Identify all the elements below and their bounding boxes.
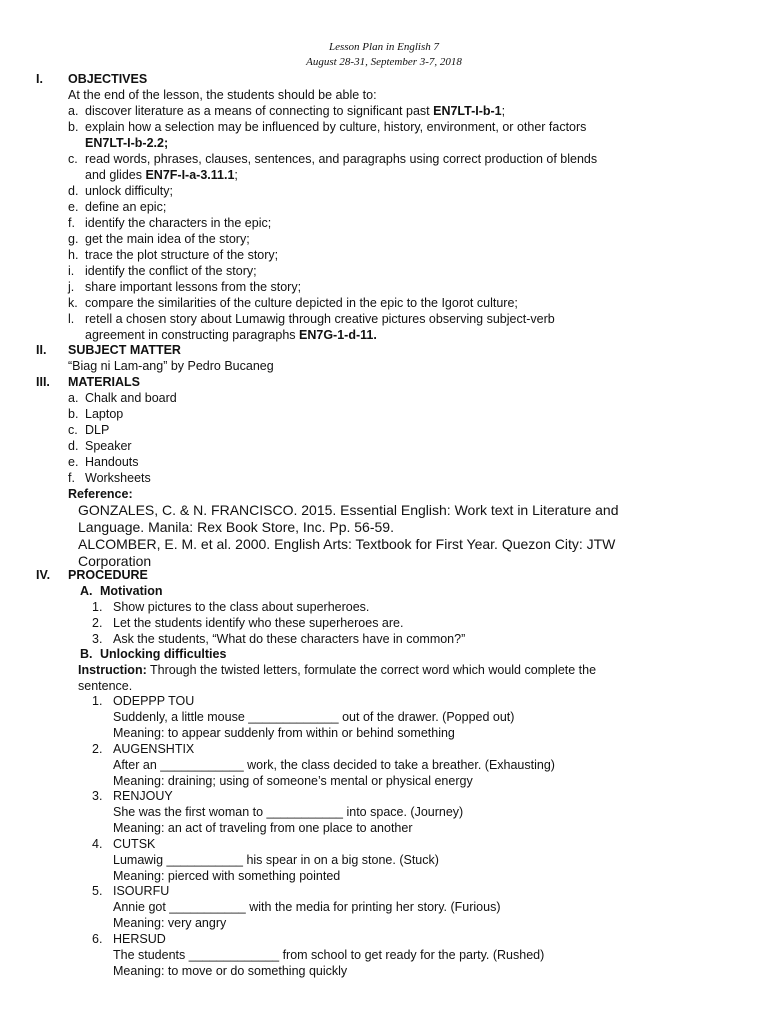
subsection-label: A. xyxy=(80,584,93,598)
item-label: f. xyxy=(68,471,75,485)
item-number: 1. xyxy=(92,600,103,614)
vocab-sentence: After an ____________ work, the class decided to take a breather. (Exhausting) xyxy=(113,758,555,772)
section-numeral: II. xyxy=(36,343,47,357)
item-label: b. xyxy=(68,407,79,421)
subject-matter-text: “Biag ni Lam-ang” by Pedro Bucaneg xyxy=(68,359,274,373)
item-label: h. xyxy=(68,248,79,262)
scrambled-word: ISOURFU xyxy=(113,884,170,898)
instruction-line xyxy=(78,662,596,678)
item-text: trace the plot structure of the story; xyxy=(85,248,279,262)
vocab-sentence: She was the first woman to ___________ into space. (Journey) xyxy=(113,805,464,819)
subsection-heading: Motivation xyxy=(100,584,163,598)
subsection-label: B. xyxy=(80,647,93,661)
scrambled-word: AUGENSHTIX xyxy=(113,742,195,756)
item-number: 4. xyxy=(92,837,103,851)
item-text: Ask the students, “What do these characters have in common?” xyxy=(113,632,466,646)
item-text: share important lessons from the story; xyxy=(85,280,302,294)
objectives-intro: At the end of the lesson, the students should be able to: xyxy=(68,88,377,102)
vocab-meaning: Meaning: to appear suddenly from within or behind something xyxy=(113,726,455,740)
item-text: Laptop xyxy=(85,407,124,421)
item-text: agreement in constructing paragraphs xyxy=(85,328,300,342)
vocab-meaning: Meaning: very angry xyxy=(113,916,227,930)
vocab-meaning: Meaning: an act of traveling from one place to another xyxy=(113,821,413,835)
reference-line: Corporation xyxy=(78,553,152,569)
item-label: j. xyxy=(68,280,75,294)
item-number: 3. xyxy=(92,789,103,803)
item-text: read words, phrases, clauses, sentences, and paragraphs using correct production of blends xyxy=(85,152,598,166)
item-text: DLP xyxy=(85,423,110,437)
competency-code: EN7G-1-d-11 xyxy=(299,328,374,342)
item-text: Worksheets xyxy=(85,471,151,485)
item-label: e. xyxy=(68,455,79,469)
section-numeral: IV. xyxy=(36,568,51,582)
item-text: explain how a selection may be influenced by culture, history, environment, or other factors xyxy=(85,120,587,134)
reference-line: ALCOMBER, E. M. et al. 2000. English Arts: Textbook for First Year. Quezon City: JTW xyxy=(78,536,616,552)
item-label: d. xyxy=(68,184,79,198)
item-label: g. xyxy=(68,232,79,246)
item-label: i. xyxy=(68,264,75,278)
item-text: Show pictures to the class about superheroes. xyxy=(113,600,370,614)
item-number: 5. xyxy=(92,884,103,898)
item-text: Chalk and board xyxy=(85,391,177,405)
reference-line: GONZALES, C. & N. FRANCISCO. 2015. Essential English: Work text in Literature and xyxy=(78,502,619,518)
item-label: c. xyxy=(68,152,78,166)
section-heading: OBJECTIVES xyxy=(68,72,148,86)
item-label: a. xyxy=(68,391,79,405)
item-number: 6. xyxy=(92,932,103,946)
vocab-meaning: Meaning: draining; using of someone’s mental or physical energy xyxy=(113,774,473,788)
document-dates: August 28-31, September 3-7, 2018 xyxy=(306,56,462,68)
scrambled-word: HERSUD xyxy=(113,932,166,946)
item-label: b. xyxy=(68,120,79,134)
item-text: discover literature as a means of connecting to significant past xyxy=(85,104,434,118)
item-tail: ; xyxy=(501,104,506,118)
item-text: Speaker xyxy=(85,439,132,453)
section-numeral: I. xyxy=(36,72,43,86)
item-text: identify the characters in the epic; xyxy=(85,216,272,230)
item-label: e. xyxy=(68,200,79,214)
section-heading: PROCEDURE xyxy=(68,568,148,582)
section-heading: SUBJECT MATTER xyxy=(68,343,181,357)
subsection-heading: Unlocking difficulties xyxy=(100,647,227,661)
item-tail: ; xyxy=(234,168,238,182)
item-text: retell a chosen story about Lumawig through creative pictures observing subject-verb xyxy=(85,312,555,326)
item-number: 2. xyxy=(92,616,103,630)
item-number: 2. xyxy=(92,742,103,756)
instruction-line-continuation: sentence. xyxy=(78,679,133,693)
instruction-text: Through the twisted letters, formulate the correct word which would complete the xyxy=(146,663,597,677)
item-text: define an epic; xyxy=(85,200,167,214)
vocab-sentence: Annie got ___________ with the media for printing her story. (Furious) xyxy=(113,900,501,914)
vocab-sentence: Suddenly, a little mouse _____________ out of the drawer. (Popped out) xyxy=(113,710,515,724)
item-text: and glides xyxy=(85,168,146,182)
item-text: unlock difficulty; xyxy=(85,184,174,198)
instruction-label: Instruction: xyxy=(78,663,147,677)
item-label: c. xyxy=(68,423,78,437)
item-text: get the main idea of the story; xyxy=(85,232,250,246)
item-label: f. xyxy=(68,216,75,230)
section-heading: MATERIALS xyxy=(68,375,140,389)
item-tail: ; xyxy=(163,136,169,150)
item-text: compare the similarities of the culture depicted in the epic to the Igorot culture; xyxy=(85,296,518,310)
item-label: l. xyxy=(68,312,75,326)
reference-label: Reference: xyxy=(68,487,133,501)
scrambled-word: RENJOUY xyxy=(113,789,173,803)
item-text: identify the conflict of the story; xyxy=(85,264,257,278)
competency-code: EN7LT-I-b-1 xyxy=(433,104,502,118)
reference-line: Language. Manila: Rex Book Store, Inc. Pp. 56-59. xyxy=(78,519,394,535)
competency-code: EN7F-I-a-3.11.1 xyxy=(145,168,235,182)
competency-code: EN7LT-I-b-2.2 xyxy=(85,136,164,150)
vocab-meaning: Meaning: to move or do something quickly xyxy=(113,964,348,978)
item-tail: . xyxy=(373,328,377,342)
vocab-sentence: The students _____________ from school to get ready for the party. (Rushed) xyxy=(113,948,545,962)
vocab-sentence: Lumawig ___________ his spear in on a big stone. (Stuck) xyxy=(113,853,439,867)
vocab-meaning: Meaning: pierced with something pointed xyxy=(113,869,341,883)
document-title: Lesson Plan in English 7 xyxy=(328,41,439,53)
item-number: 3. xyxy=(92,632,103,646)
item-label: k. xyxy=(68,296,78,310)
scrambled-word: ODEPPP TOU xyxy=(113,694,195,708)
item-text: Let the students identify who these superheroes are. xyxy=(113,616,404,630)
item-label: a. xyxy=(68,104,79,118)
item-number: 1. xyxy=(92,694,103,708)
scrambled-word: CUTSK xyxy=(113,837,156,851)
section-numeral: III. xyxy=(36,375,50,389)
item-text: Handouts xyxy=(85,455,139,469)
item-label: d. xyxy=(68,439,79,453)
